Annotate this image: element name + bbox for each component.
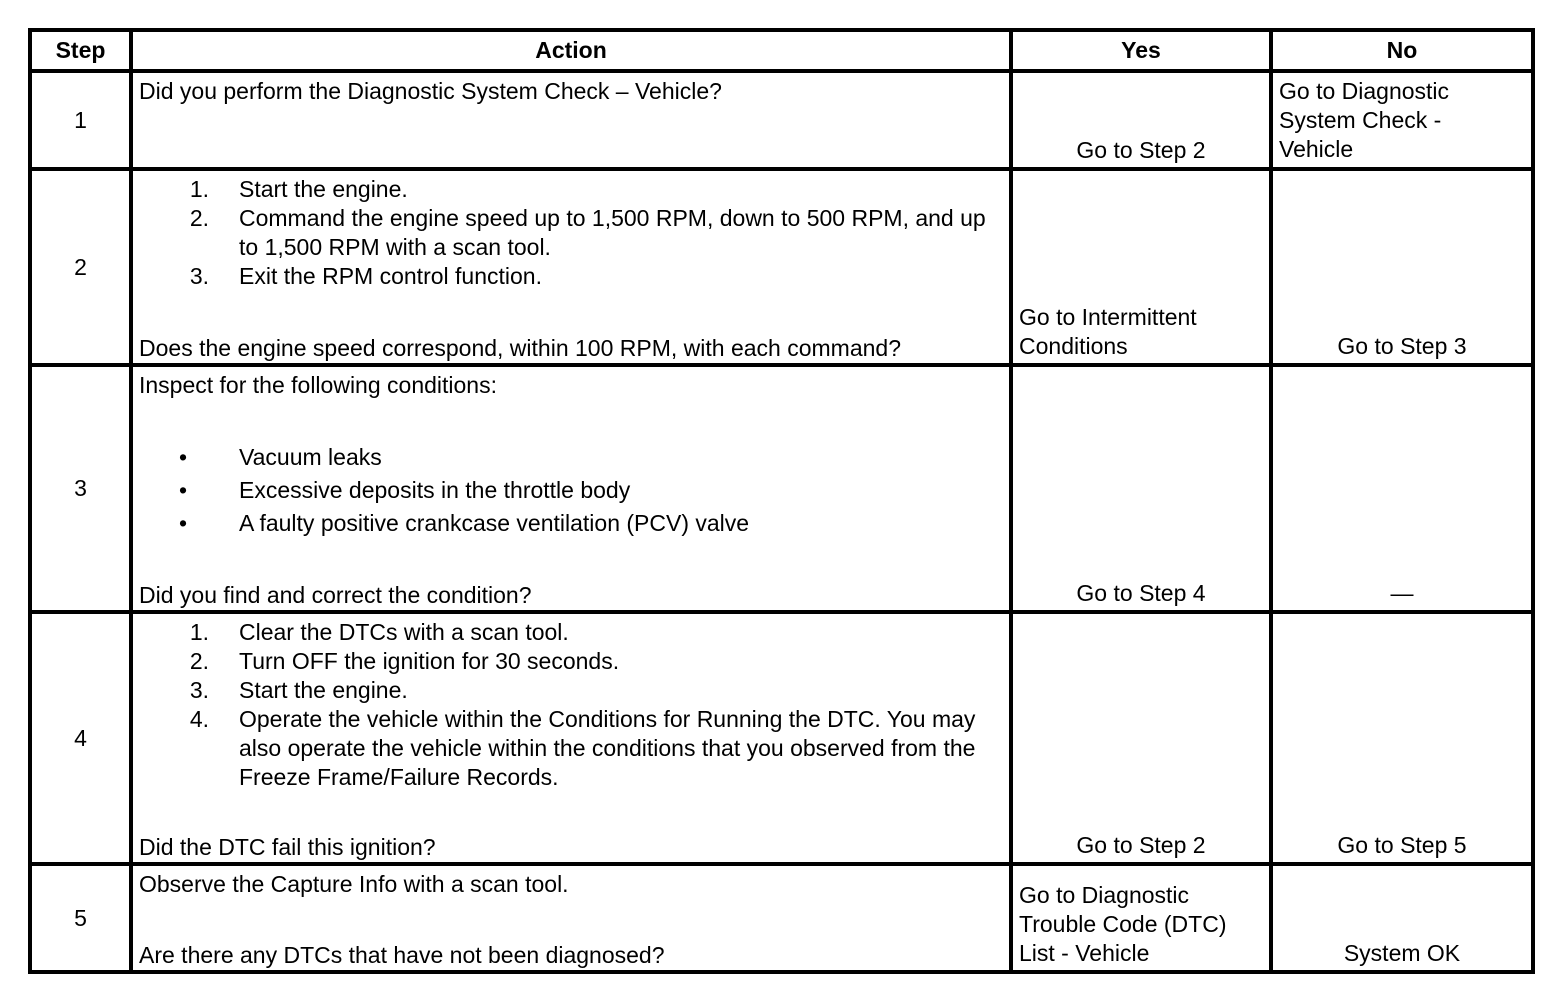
yes-outcome: Go to Step 2 [1076,137,1206,163]
no-outcome: System OK [1343,940,1461,966]
no-outcome: Go to Step 5 [1337,832,1467,858]
step-number: 4 [30,612,131,864]
list-item: 2. Command the engine speed up to 1,500 RPM, down to 500 RPM, and up to 1,500 RPM with a scan tool. [189,205,986,260]
step-number: 1 [30,71,131,169]
header-no: No [1271,30,1533,71]
yes-cell [1011,169,1271,365]
no-outcome: Go to Diagnostic System Check - Vehicle [1279,78,1450,162]
yes-cell [1011,612,1271,864]
table-row [30,169,1533,365]
action-cell [131,71,1011,169]
action-question: Did you find and correct the condition? [139,582,532,608]
table-row [30,612,1533,864]
no-cell [1271,365,1533,612]
no-cell [1271,612,1533,864]
table-row [30,365,1533,612]
header-step: Step [30,30,131,71]
numbered-list [139,175,1003,291]
action-cell [131,864,1011,972]
action-cell [131,612,1011,864]
no-cell [1271,71,1533,169]
yes-cell [1011,365,1271,612]
step-number: 5 [30,864,131,972]
header-yes: Yes [1011,30,1271,71]
action-intro: Observe the Capture Info with a scan tool. [139,871,569,897]
header-action: Action [131,30,1011,71]
list-item: • A faulty positive crankcase ventilation (PCV) valve [178,510,750,536]
yes-outcome: Go to Step 2 [1076,832,1206,858]
no-outcome: — [1390,580,1414,606]
action-cell [131,365,1011,612]
action-intro: Inspect for the following conditions: [139,372,497,398]
yes-outcome: Go to Intermittent Conditions [1019,304,1197,359]
list-item: 3. Exit the RPM control function. [189,263,542,289]
list-item: • Vacuum leaks [178,444,382,470]
numbered-list [139,618,1003,792]
diagnostic-table [28,28,1535,974]
list-item: 3. Start the engine. [189,677,408,703]
action-question: Are there any DTCs that have not been diagnosed? [139,942,665,968]
header-row [30,30,1533,71]
table-row [30,864,1533,972]
yes-outcome: Go to Step 4 [1076,580,1206,606]
bullet-list [139,441,1003,540]
action-cell [131,169,1011,365]
table-row [30,71,1533,169]
action-question: Does the engine speed correspond, within 100 RPM, with each command? [139,335,901,361]
list-item: 4. Operate the vehicle within the Conditions for Running the DTC. You may also operate the vehicle within the conditions that you observed from the Freeze Frame/Failure Records. [189,706,976,790]
yes-cell [1011,864,1271,972]
yes-cell [1011,71,1271,169]
yes-outcome: Go to Diagnostic Trouble Code (DTC) List - Vehicle [1019,882,1227,966]
step-number: 2 [30,169,131,365]
list-item: 1. Start the engine. [189,176,408,202]
step-number: 3 [30,365,131,612]
no-cell [1271,169,1533,365]
action-intro: Did you perform the Diagnostic System Check – Vehicle? [139,78,722,104]
list-item: 2. Turn OFF the ignition for 30 seconds. [189,648,620,674]
list-item: 1. Clear the DTCs with a scan tool. [189,619,569,645]
no-cell [1271,864,1533,972]
no-outcome: Go to Step 3 [1337,333,1467,359]
action-question: Did the DTC fail this ignition? [139,834,436,860]
list-item: • Excessive deposits in the throttle body [178,477,631,503]
